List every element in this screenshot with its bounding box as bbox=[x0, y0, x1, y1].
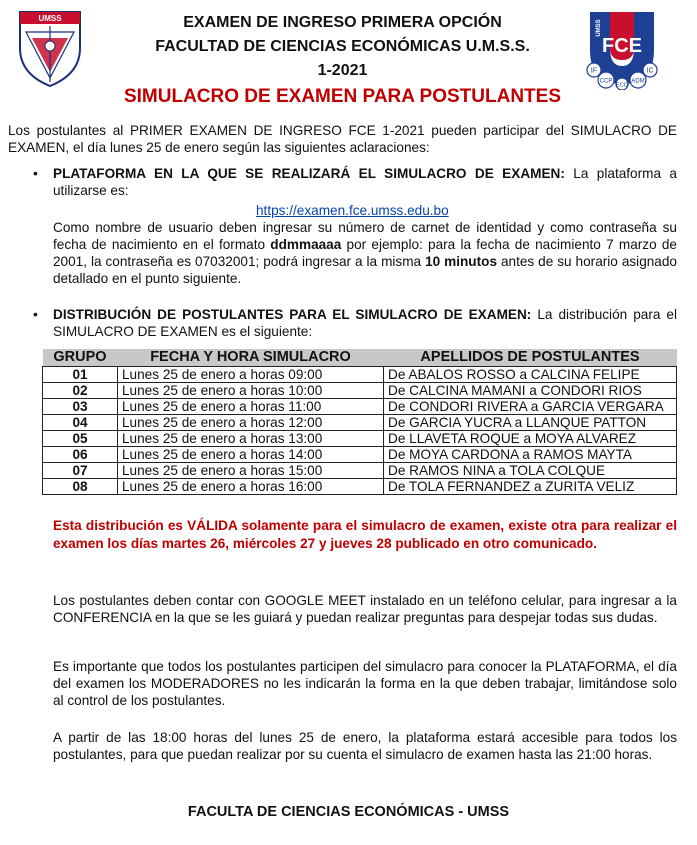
fce-badge-ic: IC bbox=[646, 67, 654, 75]
intro-paragraph: Los postulantes al PRIMER EXAMEN DE INGRESO FCE 1-2021 pueden participar del SIMULACRO DE EXAMEN, el día lunes 25 de enero según las siguientes aclaraciones: bbox=[8, 123, 677, 155]
fce-badge-if: IF bbox=[590, 67, 598, 75]
participation-paragraph: Es importante que todos los postulantes participen del simulacro para conocer la PLATAFORMA, el día del examen los MODERADORES no les indicarán la forma en la que deben trabajar, limitándose solo al control de los postulantes. bbox=[53, 659, 677, 708]
schedule-paragraph: A partir de las 18:00 horas del lunes 25 de enero, la plataforma estará accesible para todos los postulantes, para que puedan realizar por su cuenta el simulacro de examen hasta las 21:00 horas. bbox=[53, 730, 677, 762]
header-exam-title: EXAMEN DE INGRESO PRIMERA OPCIÓN bbox=[183, 14, 502, 31]
column-header-grupo: GRUPO bbox=[43, 349, 118, 367]
umss-shield-logo bbox=[16, 8, 84, 88]
distribution-table bbox=[42, 349, 677, 495]
footer-signature: FACULTA DE CIENCIAS ECONÓMICAS - UMSS bbox=[187, 804, 510, 820]
bullet-platform-text: La plataforma a utilizarse es: bbox=[53, 166, 677, 198]
google-meet-paragraph: Los postulantes deben contar con GOOGLE MEET instalado en un teléfono celular, para ingresar a la CONFERENCIA en la que se les guiará y puedan realizar preguntas para despejar todas sus dudas. bbox=[53, 593, 677, 625]
fce-badge-adm: ADM bbox=[631, 78, 645, 85]
bullet-platform bbox=[53, 165, 677, 199]
column-header-apellidos: APELLIDOS DE POSTULANTES bbox=[384, 349, 677, 367]
bullet-icon: • bbox=[33, 165, 38, 181]
fce-logo-text: FCE bbox=[602, 35, 642, 57]
table-row: 05 Lunes 25 de enero a horas 13:00 De LLAVETA ROQUE a MOYA ALVAREZ bbox=[43, 431, 677, 447]
table-row: 03 Lunes 25 de enero a horas 11:00 De CONDORI RIVERA a GARCIA VERGARA bbox=[43, 399, 677, 415]
fce-badge-eco: ECO bbox=[616, 82, 628, 89]
validity-notice: Esta distribución es VÁLIDA solamente para el simulacro de examen, existe otra para realizar el examen los días martes 26, miércoles 27 y jueves 28 publicado en otro comunicado. bbox=[53, 518, 677, 551]
fce-logo-umss: UMSS bbox=[596, 19, 602, 37]
bullet-distribution-heading: DISTRIBUCIÓN DE POSTULANTES PARA EL SIMULACRO DE EXAMEN: bbox=[53, 307, 532, 322]
table-row: 02 Lunes 25 de enero a horas 10:00 De CALCINA MAMANI a CONDORI RIOS bbox=[43, 383, 677, 399]
credentials-paragraph: Como nombre de usuario deben ingresar su número de carnet de identidad y como contraseña su fecha de nacimiento en el formato ddmmaaaa por ejemplo: para la fecha de nacimiento 7 marzo de 2001, la contraseña es 07032001; podrá ingresar a la misma 10 minutos antes de su horario asignado detallado en el punto siguiente. bbox=[53, 220, 677, 286]
fce-badge-ccp: CCP bbox=[599, 78, 613, 85]
page-title: SIMULACRO DE EXAMEN PARA POSTULANTES bbox=[123, 86, 562, 107]
exam-platform-link[interactable]: https://examen.fce.umss.edu.bo bbox=[256, 203, 449, 218]
bullet-icon: • bbox=[33, 306, 38, 322]
header-faculty: FACULTAD DE CIENCIAS ECONÓMICAS U.M.S.S. bbox=[155, 38, 530, 55]
table-row: 01 Lunes 25 de enero a horas 09:00 De ABALOS ROSSO a CALCINA FELIPE bbox=[43, 367, 677, 383]
table-row: 06 Lunes 25 de enero a horas 14:00 De MOYA CARDONA a RAMOS MAYTA bbox=[43, 447, 677, 463]
bullet-distribution-text: La distribución para el SIMULACRO DE EXAMEN es el siguiente: bbox=[53, 307, 677, 339]
table-header-row bbox=[43, 349, 677, 367]
table-row: 07 Lunes 25 de enero a horas 15:00 De RAMOS NINA a TOLA COLQUE bbox=[43, 463, 677, 479]
bullet-platform-heading: PLATAFORMA EN LA QUE SE REALIZARÁ EL SIMULACRO DE EXAMEN: bbox=[53, 166, 565, 181]
bullet-distribution bbox=[53, 306, 677, 340]
umss-logo-text: UMSS bbox=[38, 14, 62, 23]
table-row: 04 Lunes 25 de enero a horas 12:00 De GARCIA YUCRA a LLANQUE PATTON bbox=[43, 415, 677, 431]
table-row: 08 Lunes 25 de enero a horas 16:00 De TOLA FERNANDEZ a ZURITA VELIZ bbox=[43, 479, 677, 495]
column-header-fecha: FECHA Y HORA SIMULACRO bbox=[118, 349, 384, 367]
header-period: 1-2021 bbox=[317, 62, 368, 79]
